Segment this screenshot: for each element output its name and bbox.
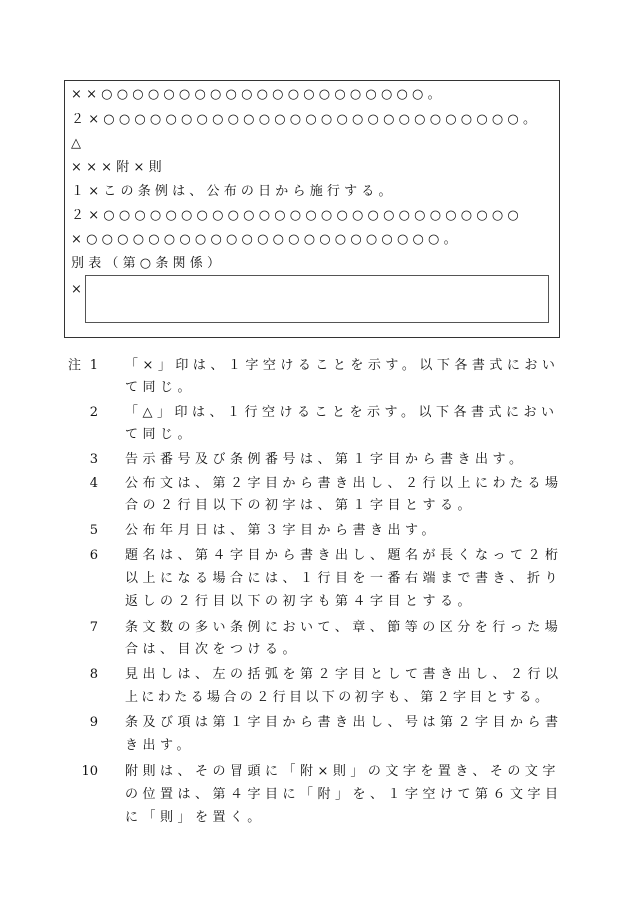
note-6-line-1: 題名は、第４字目から書き出し、題名が長くなって２桁 [125, 548, 563, 563]
annex-table-heading: 別表（第○条関係） [71, 256, 225, 271]
note-number: 5 [89, 523, 98, 538]
note-7-line-2: 合は、目次をつける。 [125, 642, 301, 657]
note-2-line-2: て同じ。 [125, 427, 196, 442]
note-number: 6 [89, 548, 98, 563]
note-number: 9 [89, 715, 98, 730]
note-number: 8 [89, 667, 98, 682]
sample-line-7: ×○○○○○○○○○○○○○○○○○○○○○○○。 [71, 232, 461, 247]
note-number: 2 [89, 405, 98, 420]
note-10-line-1: 附則は、その冒頭に「附×則」の文字を置き、その文字 [125, 764, 560, 779]
sample-line-1: ××○○○○○○○○○○○○○○○○○○○○○。 [71, 87, 445, 102]
sample-line-2: ２×○○○○○○○○○○○○○○○○○○○○○○○○○○○。 [71, 112, 541, 127]
note-9-line-2: き出す。 [125, 738, 194, 753]
sample-line-5: １×この条例は、公布の日から施行する。 [71, 184, 396, 199]
sample-line-3: △ [71, 136, 86, 151]
note-5-line-1: 公布年月日は、第３字目から書き出す。 [125, 523, 439, 538]
note-10-line-2: の位置は、第４字目に「附」を、１字空けて第６文字目 [125, 787, 563, 802]
note-1-line-1: 「×」印は、１字空けることを示す。以下各書式におい [125, 358, 560, 373]
sample-line-4: ×××附×則 [71, 160, 166, 175]
table-marker: × [71, 282, 82, 297]
note-7-line-1: 条文数の多い条例において、章、節等の区分を行った場 [125, 620, 563, 635]
note-6-line-2: 以上になる場合には、１行目を一番右端まで書き、折り [125, 571, 562, 586]
note-8-line-2: 上にわたる場合の２行目以下の初字も、第２字目とする。 [125, 690, 552, 705]
annex-table [85, 275, 549, 323]
note-number: 1 [89, 358, 98, 373]
note-9-line-1: 条及び項は第１字目から書き出し、号は第２字目から書 [125, 715, 563, 730]
note-1-line-2: て同じ。 [125, 380, 196, 395]
notes-heading: 注 [68, 358, 87, 373]
note-10-line-3: に「則」を置く。 [125, 810, 265, 825]
note-8-line-1: 見出しは、左の括弧を第２字目として書き出し、２行以 [125, 667, 563, 682]
note-number: 10 [81, 764, 98, 779]
sample-format-box [64, 80, 560, 338]
sample-line-6: ２×○○○○○○○○○○○○○○○○○○○○○○○○○○○ [71, 208, 523, 223]
note-4-line-1: 公布文は、第２字目から書き出し、２行以上にわたる場 [125, 476, 563, 491]
note-2-line-1: 「△」印は、１行空けることを示す。以下各書式におい [125, 405, 559, 420]
note-6-line-3: 返しの２行目以下の初字も第４字目とする。 [125, 594, 476, 609]
note-number: 3 [89, 452, 98, 467]
note-3-line-1: 告示番号及び条例番号は、第１字目から書き出す。 [125, 452, 527, 467]
note-number: 4 [89, 476, 98, 491]
note-number: 7 [89, 620, 98, 635]
note-4-line-2: 合の２行目以下の初字は、第１字目とする。 [125, 498, 476, 513]
